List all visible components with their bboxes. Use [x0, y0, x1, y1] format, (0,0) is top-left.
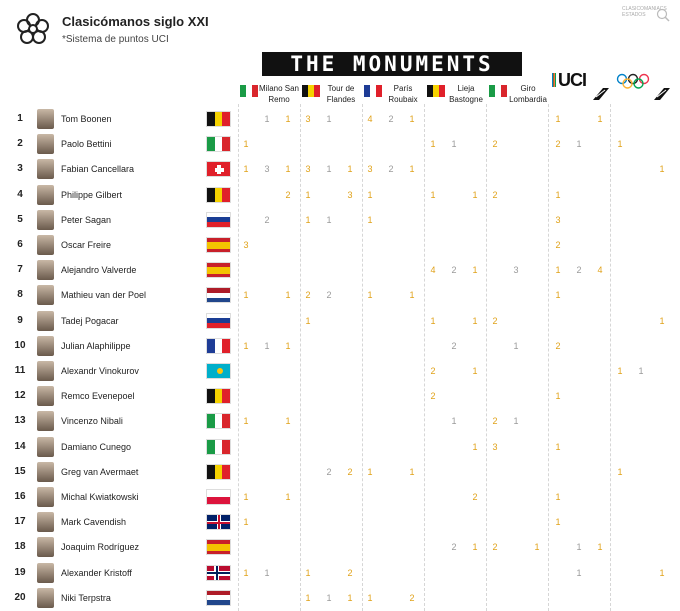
rider-name: Remco Evenepoel	[61, 391, 135, 402]
result-count: 1	[555, 290, 561, 301]
result-count: 1	[264, 114, 270, 124]
result-count: 1	[243, 164, 249, 175]
rider-name: Alexandr Vinokurov	[61, 366, 139, 376]
result-count: 1	[243, 416, 249, 427]
column-separator	[238, 104, 239, 611]
result-count: 1	[326, 214, 332, 225]
column-header	[427, 83, 487, 105]
rider-avatar	[37, 512, 54, 532]
rider-avatar	[37, 285, 54, 305]
rider-avatar	[37, 537, 54, 557]
header-label: Milano San Remo	[258, 84, 300, 104]
country-flag-italy	[206, 136, 231, 152]
header-flag-icon	[364, 85, 382, 97]
rider-name: Alejandro Valverde	[61, 265, 137, 276]
rider-rank: 2	[17, 138, 23, 150]
result-count: 1	[347, 164, 353, 175]
result-count: 1	[326, 114, 332, 124]
result-count: 1	[576, 139, 582, 150]
result-count: 1	[367, 189, 373, 200]
country-flag-belgium	[206, 111, 231, 127]
column-header	[489, 83, 549, 105]
country-flag-spain	[206, 237, 231, 253]
result-count: 1	[243, 517, 249, 528]
result-count: 3	[243, 240, 249, 250]
result-count: 2	[430, 391, 436, 402]
result-count: 1	[555, 114, 561, 124]
country-flag-france	[206, 338, 231, 354]
result-count: 2	[472, 492, 478, 502]
column-header	[364, 83, 424, 105]
result-count: 1	[367, 592, 373, 603]
header-label: París Roubaix	[388, 84, 418, 104]
rider-avatar	[37, 210, 54, 230]
country-flag-belgium	[206, 388, 231, 404]
rider-rank: 7	[17, 264, 23, 276]
olympic-bike-icon	[654, 88, 670, 100]
result-count: 1	[555, 265, 561, 276]
rider-avatar	[37, 462, 54, 482]
result-count: 1	[659, 567, 665, 578]
rider-rank: 9	[17, 314, 23, 326]
rider-name: Paolo Bettini	[61, 139, 112, 150]
result-count: 2	[555, 240, 561, 250]
rider-rank: 8	[17, 289, 23, 301]
column-separator	[610, 104, 611, 611]
country-flag-belgium	[206, 187, 231, 203]
result-count: 1	[451, 416, 457, 427]
result-count: 1	[305, 214, 311, 225]
rider-rank: 6	[17, 239, 23, 250]
result-count: 1	[555, 492, 561, 502]
result-count: 3	[555, 214, 561, 225]
rider-avatar	[37, 411, 54, 431]
rider-rank: 3	[17, 163, 23, 175]
result-count: 3	[264, 164, 270, 175]
result-count: 1	[659, 164, 665, 175]
rider-rank: 19	[14, 566, 26, 578]
column-separator	[300, 104, 301, 611]
result-count: 1	[409, 114, 415, 124]
result-count: 1	[430, 315, 436, 326]
result-count: 1	[430, 139, 436, 150]
result-count: 3	[513, 265, 519, 276]
result-count: 2	[492, 139, 498, 150]
header-flag-icon	[302, 85, 320, 97]
result-count: 1	[451, 139, 457, 150]
result-count: 3	[492, 441, 498, 452]
result-count: 2	[326, 290, 332, 301]
olympic-rings-icon	[616, 73, 650, 89]
column-header	[302, 83, 362, 105]
result-count: 1	[472, 542, 478, 553]
magnifier-icon	[656, 8, 670, 22]
result-count: 2	[451, 265, 457, 276]
result-count: 2	[388, 114, 394, 124]
rider-name: Niki Terpstra	[61, 592, 111, 603]
country-flag-spain	[206, 539, 231, 555]
result-count: 1	[243, 139, 249, 150]
rider-avatar	[37, 386, 54, 406]
rider-avatar	[37, 563, 54, 583]
result-count: 3	[367, 164, 373, 175]
rider-name: Tom Boonen	[61, 114, 112, 124]
rider-rank: 20	[14, 591, 26, 603]
result-count: 3	[305, 164, 311, 175]
rider-rank: 1	[17, 113, 23, 124]
result-count: 4	[597, 265, 603, 276]
uci-logo-text: UCI	[558, 70, 586, 90]
result-count: 1	[555, 517, 561, 528]
rider-avatar	[37, 159, 54, 179]
header-label: Giro Lombardia	[509, 84, 547, 104]
rider-avatar	[37, 185, 54, 205]
flower-logo-icon	[16, 12, 50, 46]
result-count: 1	[264, 567, 270, 578]
rider-avatar	[37, 588, 54, 608]
rider-rank: 10	[14, 339, 26, 351]
rider-avatar	[37, 260, 54, 280]
rider-avatar	[37, 134, 54, 154]
result-count: 1	[617, 466, 623, 477]
rider-rank: 18	[14, 541, 26, 553]
result-count: 2	[492, 416, 498, 427]
rider-avatar	[37, 235, 54, 255]
rider-name: Peter Sagan	[61, 214, 112, 225]
result-count: 1	[597, 542, 603, 553]
result-count: 1	[285, 164, 291, 175]
rider-name: Oscar Freire	[61, 240, 112, 250]
result-count: 1	[597, 114, 603, 124]
result-count: 1	[243, 492, 249, 502]
country-flag-slovenia	[206, 313, 231, 329]
result-count: 2	[388, 164, 394, 175]
country-flag-belgium	[206, 464, 231, 480]
result-count: 1	[367, 466, 373, 477]
result-count: 1	[347, 592, 353, 603]
rider-rank: 12	[14, 390, 26, 402]
country-flag-spain	[206, 262, 231, 278]
result-count: 1	[513, 340, 519, 351]
header-label: Lieja Bastogne	[449, 84, 483, 104]
country-flag-netherlands	[206, 287, 231, 303]
result-count: 1	[305, 567, 311, 578]
result-count: 1	[243, 567, 249, 578]
watermark-line1: CLASICOMANIACS	[622, 6, 667, 12]
country-flag-poland	[206, 489, 231, 505]
chart-title: Clasicómanos siglo XXI	[62, 14, 209, 29]
result-count: 2	[305, 290, 311, 301]
rider-name: Mark Cavendish	[61, 517, 127, 528]
result-count: 1	[305, 592, 311, 603]
result-count: 1	[305, 315, 311, 326]
result-count: 4	[430, 265, 436, 276]
result-count: 3	[305, 114, 311, 124]
rider-avatar	[37, 361, 54, 381]
column-separator	[362, 104, 363, 611]
result-count: 2	[409, 592, 415, 603]
result-count: 1	[617, 139, 623, 150]
uci-logo	[552, 70, 586, 91]
country-flag-uk	[206, 514, 231, 530]
header-flag-icon	[427, 85, 445, 97]
result-count: 1	[285, 290, 291, 301]
result-count: 1	[285, 340, 291, 351]
chart-subtitle: *Sistema de puntos UCI	[62, 34, 169, 45]
result-count: 1	[659, 315, 665, 326]
result-count: 1	[264, 340, 270, 351]
result-count: 2	[451, 542, 457, 553]
result-count: 1	[472, 315, 478, 326]
result-count: 1	[285, 492, 291, 502]
header-label: Tour de Flandes	[326, 84, 356, 104]
rider-name: Alexander Kristoff	[61, 567, 132, 578]
result-count: 2	[555, 340, 561, 351]
result-count: 1	[576, 567, 582, 578]
uci-bars-icon	[552, 73, 556, 87]
result-count: 2	[555, 139, 561, 150]
rider-avatar	[37, 311, 54, 331]
result-count: 1	[534, 542, 540, 553]
result-count: 1	[367, 290, 373, 301]
result-count: 1	[367, 214, 373, 225]
rider-name: Mathieu van der Poel	[61, 290, 147, 301]
rider-rank: 4	[17, 188, 23, 200]
rider-rank: 11	[14, 365, 26, 376]
result-count: 1	[617, 366, 623, 376]
rider-rank: 16	[14, 491, 26, 502]
country-flag-slovakia	[206, 212, 231, 228]
result-count: 1	[243, 340, 249, 351]
column-separator	[424, 104, 425, 611]
header-flag-icon	[489, 85, 507, 97]
result-count: 2	[347, 466, 353, 477]
rider-name: Michal Kwiatkowski	[61, 492, 139, 502]
result-count: 1	[243, 290, 249, 301]
result-count: 1	[430, 189, 436, 200]
rider-avatar	[37, 109, 54, 129]
result-count: 2	[430, 366, 436, 376]
result-count: 1	[576, 542, 582, 553]
result-count: 1	[472, 366, 478, 376]
country-flag-netherlands	[206, 590, 231, 606]
header-flag-icon	[240, 85, 258, 97]
rider-rank: 13	[14, 415, 26, 427]
result-count: 4	[367, 114, 373, 124]
result-count: 2	[285, 189, 291, 200]
result-count: 1	[326, 592, 332, 603]
watermark-line2: ESTADOS	[622, 12, 646, 18]
country-flag-italy	[206, 439, 231, 455]
result-count: 1	[472, 189, 478, 200]
result-count: 1	[305, 189, 311, 200]
rider-rank: 5	[17, 213, 23, 225]
result-count: 1	[555, 391, 561, 402]
result-count: 3	[347, 189, 353, 200]
rider-name: Tadej Pogacar	[61, 315, 119, 326]
result-count: 2	[492, 315, 498, 326]
column-separator	[486, 104, 487, 611]
rider-rank: 17	[14, 516, 26, 528]
result-count: 1	[472, 265, 478, 276]
rider-name: Vincenzo Nibali	[61, 416, 123, 427]
result-count: 1	[285, 114, 291, 124]
country-flag-switzerland	[206, 161, 231, 177]
rider-avatar	[37, 437, 54, 457]
rider-name: Philippe Gilbert	[61, 189, 123, 200]
rider-name: Joaquim Rodríguez	[61, 542, 140, 553]
column-header	[240, 83, 300, 105]
rider-avatar	[37, 336, 54, 356]
result-count: 2	[264, 214, 270, 225]
result-count: 2	[492, 189, 498, 200]
result-count: 1	[409, 164, 415, 175]
rider-avatar	[37, 487, 54, 507]
result-count: 1	[472, 441, 478, 452]
uci-rainbow-icon	[593, 88, 609, 100]
column-separator	[548, 104, 549, 611]
rider-name: Julian Alaphilippe	[61, 340, 131, 351]
result-count: 2	[347, 567, 353, 578]
result-count: 1	[409, 290, 415, 301]
result-count: 2	[326, 466, 332, 477]
result-count: 2	[492, 542, 498, 553]
result-count: 2	[576, 265, 582, 276]
result-count: 1	[555, 189, 561, 200]
result-count: 1	[638, 366, 644, 376]
result-count: 2	[451, 340, 457, 351]
result-count: 1	[513, 416, 519, 427]
rider-rank: 14	[14, 440, 26, 452]
rider-name: Damiano Cunego	[61, 441, 132, 452]
result-count: 1	[555, 441, 561, 452]
result-count: 1	[409, 466, 415, 477]
result-count: 1	[285, 416, 291, 427]
rider-rank: 15	[14, 465, 26, 477]
country-flag-italy	[206, 413, 231, 429]
result-count: 1	[326, 164, 332, 175]
monuments-banner: THE MONUMENTS	[262, 52, 522, 76]
country-flag-kazakhstan	[206, 363, 231, 379]
country-flag-norway	[206, 565, 231, 581]
rider-name: Fabian Cancellara	[61, 164, 135, 175]
rider-name: Greg van Avermaet	[61, 466, 139, 477]
